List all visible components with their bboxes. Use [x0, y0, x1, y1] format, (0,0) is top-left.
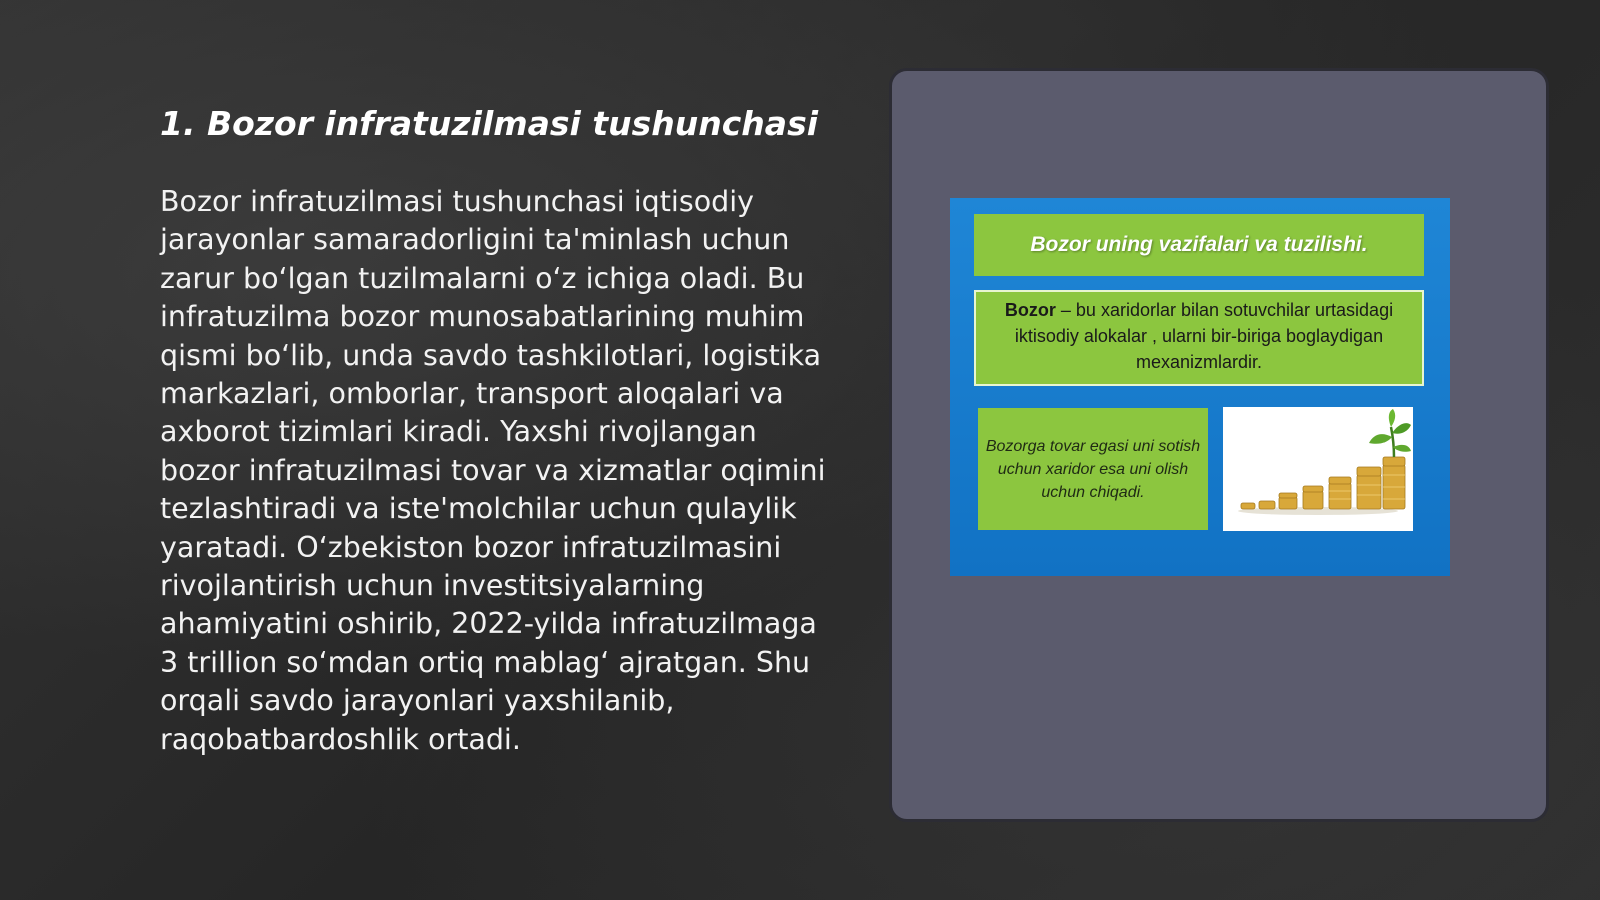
embedded-definition-box	[974, 290, 1424, 386]
embedded-slide-image	[950, 198, 1450, 576]
slide-title: 1. Bozor infratuzilmasi tushunchasi	[160, 104, 819, 143]
slide-body-text: Bozor infratuzilmasi tushunchasi iqtisodiy jarayonlar samaradorligini ta'minlash uchun zarur bo‘lgan tuzilmalarni o‘z ichiga oladi. Bu infratuzilma bozor munosabatlarining muhim qismi bo‘lib, unda savdo tashkilotlari, logistika markazlari, omborlar, transport aloqalari va axborot tizimlari kiradi. Yaxshi rivojlangan bozor infratuzilmasi tovar va xizmatlar oqimini tezlashtiradi va iste'molchilar uchun qulaylik yaratadi. O‘zbekiston bozor infratuzilmasini rivojlantirish uchun investitsiyalarning ahamiyatini oshirib, 2022-yilda infratuzilmaga 3 trillion so‘mdan ortiq mablag‘ ajratgan. Shu orqali savdo jarayonlari yaxshilanib, raqobatbardoshlik ortadi.	[160, 185, 826, 756]
embedded-note-text: Bozorga tovar egasi uni sotish uchun xaridor esa uni olish uchun chiqadi.	[985, 437, 1201, 501]
embedded-note-box	[978, 408, 1208, 530]
definition-term: Bozor	[1004, 300, 1056, 320]
embedded-slide-title: Bozor uning vazifalari va tuzilishi.	[974, 214, 1424, 276]
definition-text: – bu xaridorlar bilan sotuvchilar urtasidagi iktisodiy alokalar , ularni bir-biriga boglaydigan mexanizmlardir.	[1014, 300, 1394, 372]
plant-on-coin-stacks-icon	[1223, 407, 1413, 531]
